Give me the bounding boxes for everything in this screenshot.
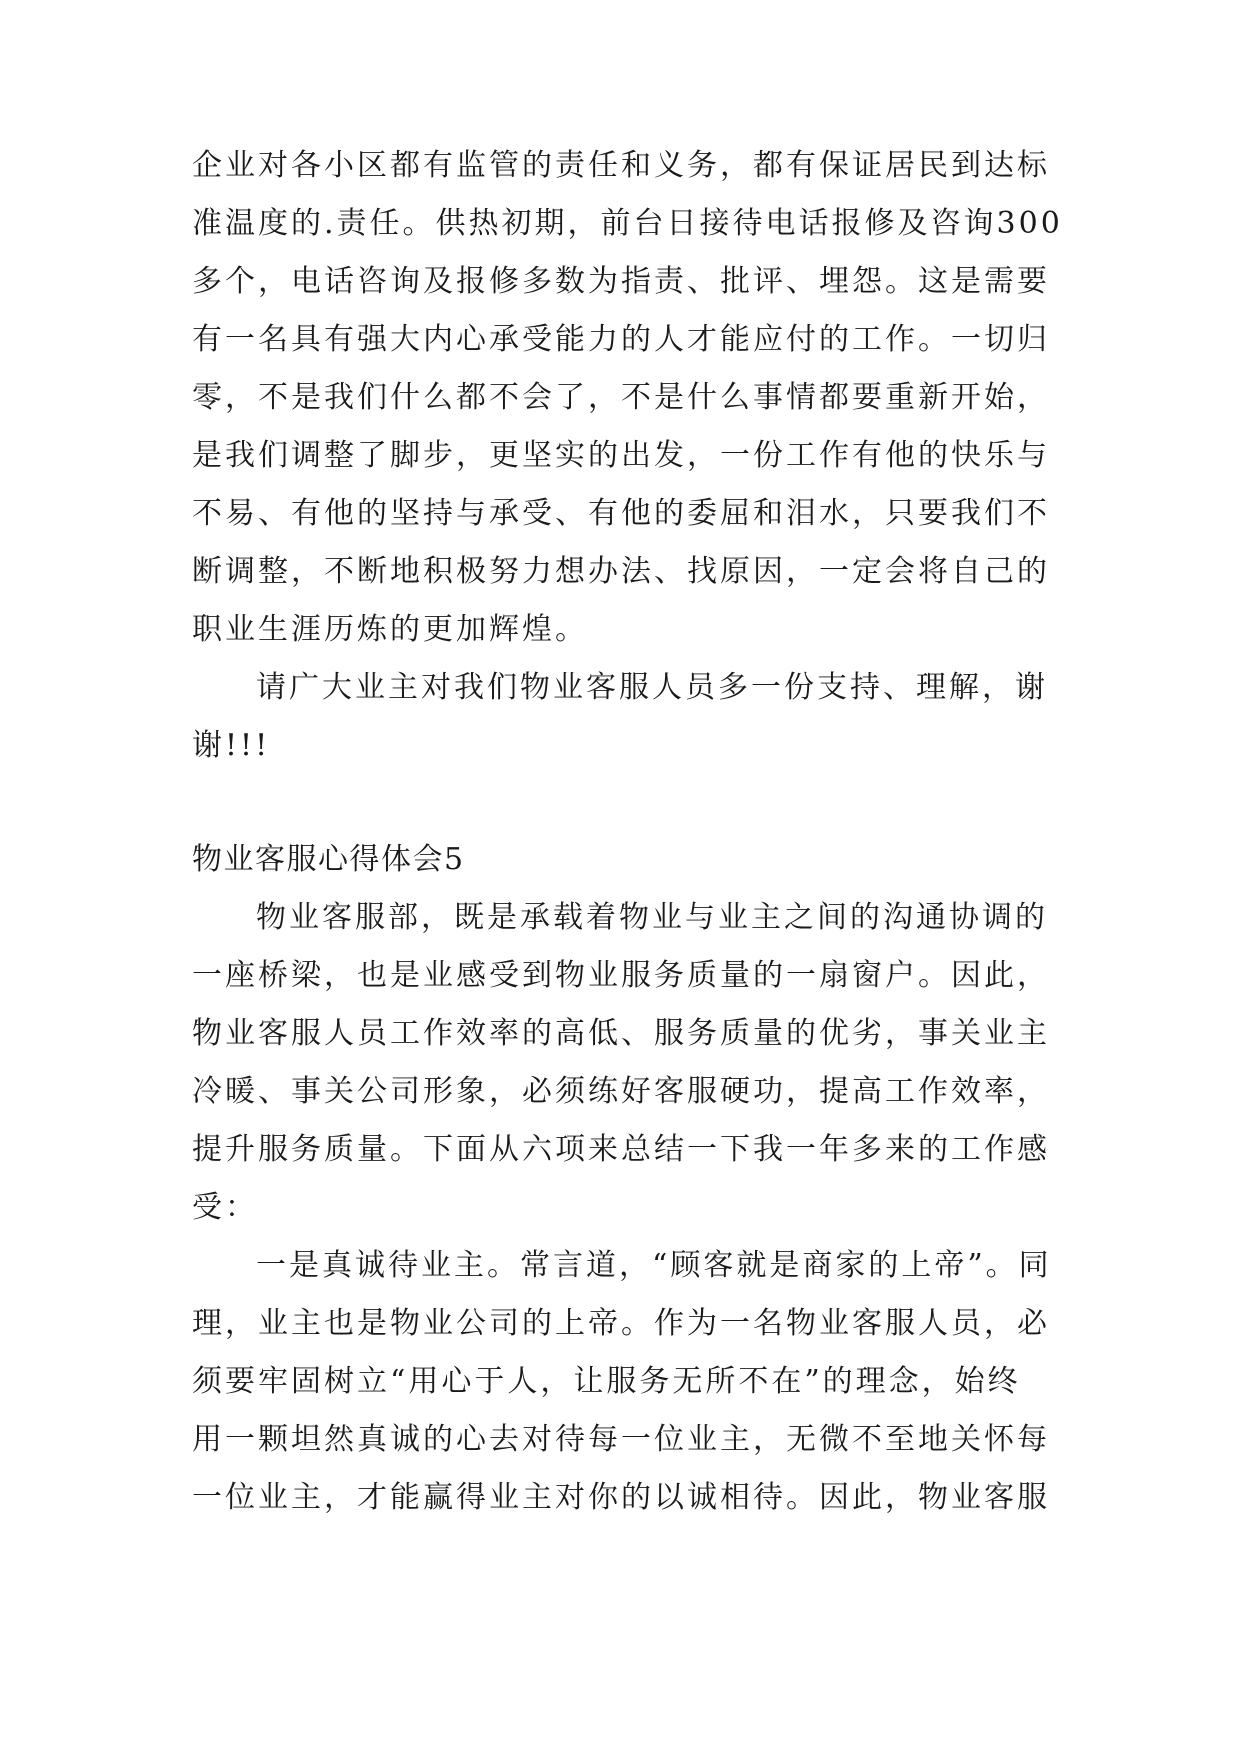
paragraph-line: 多个，电话咨询及报修多数为指责、批评、埋怨。这是需要 [192, 264, 1050, 299]
paragraph-line: 有一名具有强大内心承受能力的人才能应付的工作。一切归 [192, 322, 1050, 357]
paragraph-line: 理，业主也是物业公司的上帝。作为一名物业客服人员，必 [192, 1306, 1050, 1341]
paragraph-line: 一位业主，才能赢得业主对你的以诚相待。因此，物业客服 [192, 1480, 1050, 1515]
paragraph-line: 企业对各小区都有监管的责任和义务，都有保证居民到达标 [192, 148, 1050, 183]
paragraph-line: 须要牢固树立“用心于人，让服务无所不在”的理念，始终 [192, 1364, 1021, 1399]
paragraph-line: 零，不是我们什么都不会了，不是什么事情都要重新开始， [192, 380, 1050, 415]
paragraph-line: 受： [192, 1190, 258, 1225]
paragraph-line: 职业生涯历炼的更加辉煌。 [192, 612, 588, 647]
paragraph-line: 不易、有他的坚持与承受、有他的委屈和泪水，只要我们不 [192, 496, 1050, 531]
paragraph-line: 冷暖、事关公司形象，必须练好客服硬功，提高工作效率， [192, 1074, 1050, 1109]
closing-line: 请广大业主对我们物业客服人员多一份支持、理解，谢 [256, 670, 1048, 705]
paragraph-line: 物业客服人员工作效率的高低、服务质量的优劣，事关业主 [192, 1016, 1050, 1051]
paragraph-line: 准温度的.责任。供热初期，前台日接待电话报修及咨询300 [192, 206, 1063, 241]
paragraph-line: 是我们调整了脚步，更坚实的出发，一份工作有他的快乐与 [192, 438, 1050, 473]
section-heading: 物业客服心得体会5 [192, 842, 465, 877]
paragraph-line: 一座桥梁，也是业感受到物业服务质量的一扇窗户。因此， [192, 958, 1050, 993]
paragraph-line: 用一颗坦然真诚的心去对待每一位业主，无微不至地关怀每 [192, 1422, 1050, 1457]
paragraph-line: 物业客服部，既是承载着物业与业主之间的沟通协调的 [256, 900, 1048, 935]
paragraph-line: 提升服务质量。下面从六项来总结一下我一年多来的工作感 [192, 1132, 1050, 1167]
paragraph-line: 断调整，不断地积极努力想办法、找原因，一定会将自己的 [192, 554, 1050, 589]
closing-line: 谢!!! [192, 728, 271, 763]
paragraph-line: 一是真诚待业主。常言道，“顾客就是商家的上帝”。同 [256, 1248, 1052, 1283]
